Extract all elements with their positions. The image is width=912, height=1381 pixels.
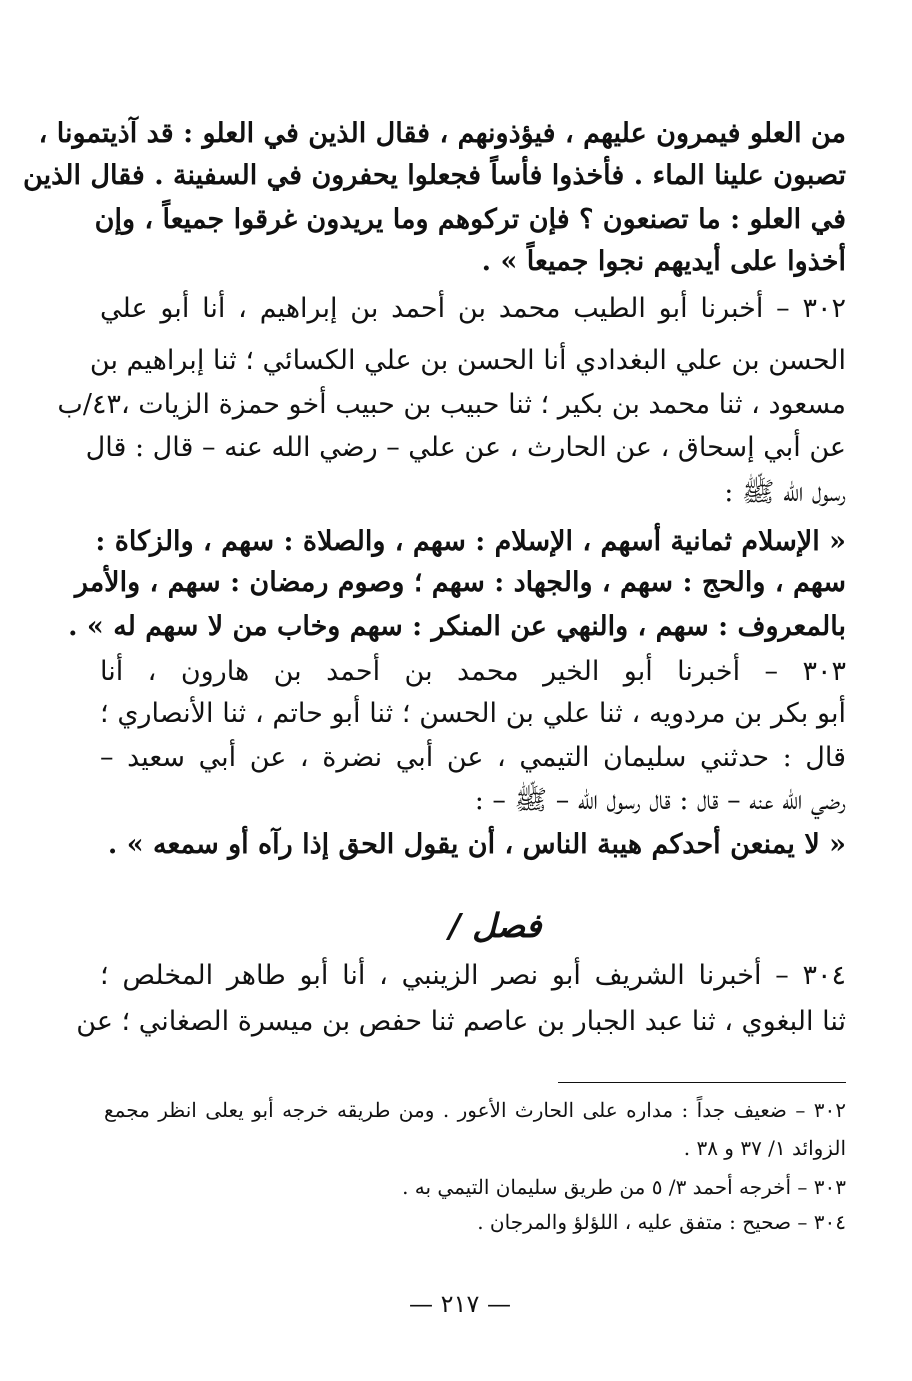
section-heading: فصل / <box>448 906 542 945</box>
body-line: أخذوا على أيديهم نجوا جميعاً » . <box>481 246 846 277</box>
body-line: « لا يمنعن أحدكم هيبة الناس ، أن يقول الحق إذا رآه أو سمعه » . <box>107 829 846 860</box>
body-line: ٣٠٣ – أخبرنا أبو الخير محمد بن أحمد بن هارون ، أنا <box>100 656 846 687</box>
body-line: « الإسلام ثمانية أسهم ، الإسلام : سهم ، والصلاة : سهم ، والزكاة : <box>95 526 846 557</box>
body-line: رضي الله عنه – قال : قال رسول الله – ﷺ – : <box>474 785 846 816</box>
page-number: — ٢١٧ — <box>409 1290 511 1318</box>
body-line: قال : حدثني سليمان التيمي ، عن أبي نضرة ، عن أبي سعيد – <box>100 742 846 773</box>
body-line: تصبون علينا الماء . فأخذوا فأساً فجعلوا يحفرون في السفينة . فقال الذين <box>23 160 846 191</box>
body-line: من العلو فيمرون عليهم ، فيؤذونهم ، فقال الذين في العلو : قد آذيتمونا ، <box>38 118 846 149</box>
body-line: عن أبي إسحاق ، عن الحارث ، عن علي – رضي الله عنه – قال : قال <box>85 432 846 463</box>
body-line: ٣٠٢ – أخبرنا أبو الطيب محمد بن أحمد بن إبراهيم ، أنا أبو علي <box>100 293 847 324</box>
body-line: سهم ، والحج : سهم ، والجهاد : سهم ؛ وصوم رمضان : سهم ، والأمر <box>74 567 846 598</box>
body-line: بالمعروف : سهم ، والنهي عن المنكر : سهم وخاب من لا سهم له » . <box>68 611 846 642</box>
footnote-line: ٣٠٢ – ضعيف جداً : مداره على الحارث الأعور . ومن طريقه خرجه أبو يعلى انظر مجمع <box>104 1098 846 1122</box>
footnote-line: ٣٠٤ – صحيح : متفق عليه ، اللؤلؤ والمرجان . <box>477 1210 846 1234</box>
body-line: الحسن بن علي البغدادي أنا الحسن بن علي الكسائي ؛ ثنا إبراهيم بن <box>89 345 846 376</box>
body-line: في العلو : ما تصنعون ؟ فإن تركوهم وما يريدون غرقوا جميعاً ، وإن <box>94 204 846 235</box>
body-line: مسعود ، ثنا محمد بن بكير ؛ ثنا حبيب بن حبيب أخو حمزة الزيات ،٤٣/ب <box>57 389 846 420</box>
footnote-divider <box>558 1082 846 1083</box>
body-line: ٣٠٤ – أخبرنا الشريف أبو نصر الزينبي ، أنا أبو طاهر المخلص ؛ <box>100 960 846 991</box>
footnote-line: الزوائد ١/ ٣٧ و ٣٨ . <box>683 1136 846 1160</box>
body-line: ثنا البغوي ، ثنا عبد الجبار بن عاصم ثنا حفص بن ميسرة الصغاني ؛ عن <box>76 1006 846 1037</box>
body-line: أبو بكر بن مردويه ، ثنا علي بن الحسن ؛ ثنا أبو حاتم ، ثنا الأنصاري ؛ <box>100 698 846 729</box>
footnote-line: ٣٠٣ – أخرجه أحمد ٣/ ٥ من طريق سليمان التيمي به . <box>402 1175 846 1199</box>
body-line: رسول الله ﷺ : <box>724 477 846 508</box>
